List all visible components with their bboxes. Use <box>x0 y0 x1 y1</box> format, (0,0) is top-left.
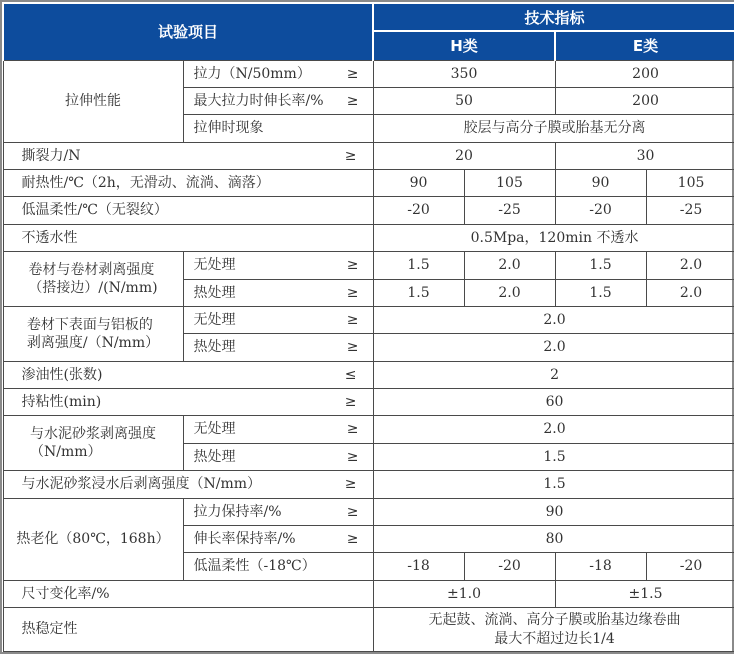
peel-roll-untreated-4: 2.0 <box>646 252 734 279</box>
gte-symbol: ≥ <box>346 421 359 438</box>
aging-force-value: 90 <box>373 498 734 525</box>
aging-cold-1: -18 <box>373 553 464 580</box>
heat-value-2: 105 <box>464 170 555 197</box>
label-peel-roll-heated <box>183 279 373 306</box>
heat-value-3: 90 <box>555 170 646 197</box>
gte-symbol: ≥ <box>346 448 359 465</box>
thermal-stability-label: 热稳定性 <box>21 621 78 638</box>
row-tear-strength <box>3 142 734 169</box>
untreated-label: 无处理 <box>193 257 236 274</box>
gte-symbol: ≥ <box>346 284 359 301</box>
label-low-temp-flexibility <box>3 197 373 224</box>
row-impermeability <box>3 224 734 251</box>
gte-symbol: ≥ <box>346 339 359 356</box>
peel-roll-heated-4: 2.0 <box>646 279 734 306</box>
heat-resistance-label: 耐热性/℃（2h，无滑动、流淌、滴落） <box>21 175 270 192</box>
header-row-1 <box>3 3 734 31</box>
peel-roll-group-line2: （搭接边）/(N/mm) <box>28 280 158 296</box>
oil-value: 2 <box>373 361 734 388</box>
tensile-elongation-e-value: 200 <box>555 87 734 114</box>
spec-table <box>2 2 734 652</box>
row-heat-resistance <box>3 170 734 197</box>
tensile-force-h-value: 350 <box>373 60 555 87</box>
tensile-force-e-value: 200 <box>555 60 734 87</box>
impermeability-value: 0.5Mpa，120min 不透水 <box>373 224 734 251</box>
label-tackiness <box>3 389 373 416</box>
row-thermal-stability <box>3 608 734 652</box>
peel-roll-untreated-2: 2.0 <box>464 252 555 279</box>
group-heat-aging: 热老化（80℃，168h） <box>3 498 183 580</box>
table-body <box>3 60 734 652</box>
header-class-h: H类 <box>373 31 555 60</box>
group-tensile: 拉伸性能 <box>3 60 183 142</box>
cold-value-1: -20 <box>373 197 464 224</box>
label-aging-cold <box>183 553 373 580</box>
peel-roll-untreated-3: 1.5 <box>555 252 646 279</box>
label-peel-mortar-wet <box>3 471 373 498</box>
dimension-change-label: 尺寸变化率/% <box>21 585 110 602</box>
peel-alu-heated-value: 2.0 <box>373 334 734 361</box>
row-peel-alu-untreated <box>3 306 734 333</box>
tackiness-label: 持粘性(min) <box>21 394 102 411</box>
dimension-h-value: ±1.0 <box>373 580 555 607</box>
aging-cold-4: -20 <box>646 553 734 580</box>
label-peel-mortar-untreated <box>183 416 373 443</box>
peel-alu-untreated-value: 2.0 <box>373 306 734 333</box>
cold-value-4: -25 <box>646 197 734 224</box>
aging-cold-label: 低温柔性（-18℃） <box>193 558 316 575</box>
peel-mortar-wet-label: 与水泥砂浆浸水后剥离强度（N/mm） <box>21 476 262 493</box>
peel-mortar-heated-value: 1.5 <box>373 443 734 470</box>
gte-symbol: ≥ <box>346 65 359 82</box>
group-peel-roll <box>3 252 183 307</box>
aging-elongation-label: 伸长率保持率/% <box>193 530 296 547</box>
table-header <box>3 3 734 60</box>
aging-force-label: 拉力保持率/% <box>193 503 282 520</box>
group-peel-alu <box>3 306 183 361</box>
peel-alu-group-line1: 卷材下表面与铝板的 <box>26 316 153 333</box>
label-tensile-phenomenon <box>183 115 373 142</box>
peel-roll-heated-3: 1.5 <box>555 279 646 306</box>
aging-cold-3: -18 <box>555 553 646 580</box>
label-peel-mortar-heated <box>183 443 373 470</box>
low-temp-label: 低温柔性/℃（无裂纹） <box>21 202 168 219</box>
row-peel-mortar-wet <box>3 471 734 498</box>
group-peel-mortar <box>3 416 183 471</box>
peel-alu-group-line2: 剥离强度/（N/mm） <box>26 334 160 351</box>
oil-label: 渗油性(张数) <box>21 366 103 383</box>
heated-label: 热处理 <box>193 339 236 356</box>
thermal-stability-value-line1: 无起鼓、流淌、高分子膜或胎基边缘卷曲 <box>428 612 681 629</box>
label-aging-force <box>183 498 373 525</box>
tear-e-value: 30 <box>555 142 734 169</box>
peel-roll-untreated-1: 1.5 <box>373 252 464 279</box>
tensile-phenomenon-value: 胶层与高分子膜或胎基无分离 <box>373 115 734 142</box>
label-oil-penetration <box>3 361 373 388</box>
label-impermeability <box>3 224 373 251</box>
tensile-elongation-label: 最大拉力时伸长率/% <box>193 92 324 109</box>
row-tackiness <box>3 389 734 416</box>
row-peel-roll-untreated <box>3 252 734 279</box>
peel-mortar-untreated-value: 2.0 <box>373 416 734 443</box>
row-aging-force <box>3 498 734 525</box>
tensile-elongation-h-value: 50 <box>373 87 555 114</box>
cold-value-2: -25 <box>464 197 555 224</box>
thermal-stability-value-line2: 最大不超过边长1/4 <box>494 630 615 647</box>
gte-symbol: ≥ <box>344 476 357 493</box>
label-tensile-force <box>183 60 373 87</box>
row-tensile-force <box>3 60 734 87</box>
gte-symbol: ≥ <box>346 503 359 520</box>
tear-h-value: 20 <box>373 142 555 169</box>
header-class-e: E类 <box>555 31 734 60</box>
tensile-force-label: 拉力（N/50mm） <box>193 65 311 82</box>
header-test-items: 试验项目 <box>3 3 373 60</box>
gte-symbol: ≥ <box>346 92 359 109</box>
peel-mortar-group-line1: 与水泥砂浆剥离强度 <box>30 426 156 443</box>
label-heat-resistance <box>3 170 373 197</box>
peel-roll-heated-1: 1.5 <box>373 279 464 306</box>
tear-strength-label: 撕裂力/N <box>21 147 81 164</box>
row-peel-mortar-untreated <box>3 416 734 443</box>
label-peel-alu-untreated <box>183 306 373 333</box>
row-oil-penetration <box>3 361 734 388</box>
label-tensile-elongation <box>183 87 373 114</box>
heat-value-4: 105 <box>646 170 734 197</box>
aging-elongation-value: 80 <box>373 525 734 552</box>
untreated-label: 无处理 <box>193 311 236 328</box>
label-peel-roll-untreated <box>183 252 373 279</box>
impermeability-label: 不透水性 <box>21 229 78 246</box>
header-tech-index: 技术指标 <box>373 3 734 31</box>
thermal-stability-value <box>373 608 734 652</box>
tackiness-value: 60 <box>373 389 734 416</box>
lte-symbol: ≤ <box>344 366 357 383</box>
heated-label: 热处理 <box>193 448 236 465</box>
peel-roll-group-line1: 卷材与卷材剥离强度 <box>28 261 155 278</box>
label-dimension-change <box>3 580 373 607</box>
tensile-phenomenon-label: 拉伸时现象 <box>193 120 264 137</box>
label-peel-alu-heated <box>183 334 373 361</box>
gte-symbol: ≥ <box>344 394 357 411</box>
gte-symbol: ≥ <box>344 147 357 164</box>
label-thermal-stability <box>3 608 373 652</box>
label-aging-elongation <box>183 525 373 552</box>
gte-symbol: ≥ <box>346 530 359 547</box>
peel-mortar-wet-value: 1.5 <box>373 471 734 498</box>
row-low-temp-flexibility <box>3 197 734 224</box>
heated-label: 热处理 <box>193 284 236 301</box>
peel-roll-heated-2: 2.0 <box>464 279 555 306</box>
gte-symbol: ≥ <box>346 257 359 274</box>
label-tear-strength <box>3 142 373 169</box>
heat-value-1: 90 <box>373 170 464 197</box>
cold-value-3: -20 <box>555 197 646 224</box>
peel-mortar-group-line2: （N/mm） <box>30 444 102 461</box>
untreated-label: 无处理 <box>193 421 236 438</box>
dimension-e-value: ±1.5 <box>555 580 734 607</box>
aging-cold-2: -20 <box>464 553 555 580</box>
row-dimension-change <box>3 580 734 607</box>
gte-symbol: ≥ <box>346 311 359 328</box>
